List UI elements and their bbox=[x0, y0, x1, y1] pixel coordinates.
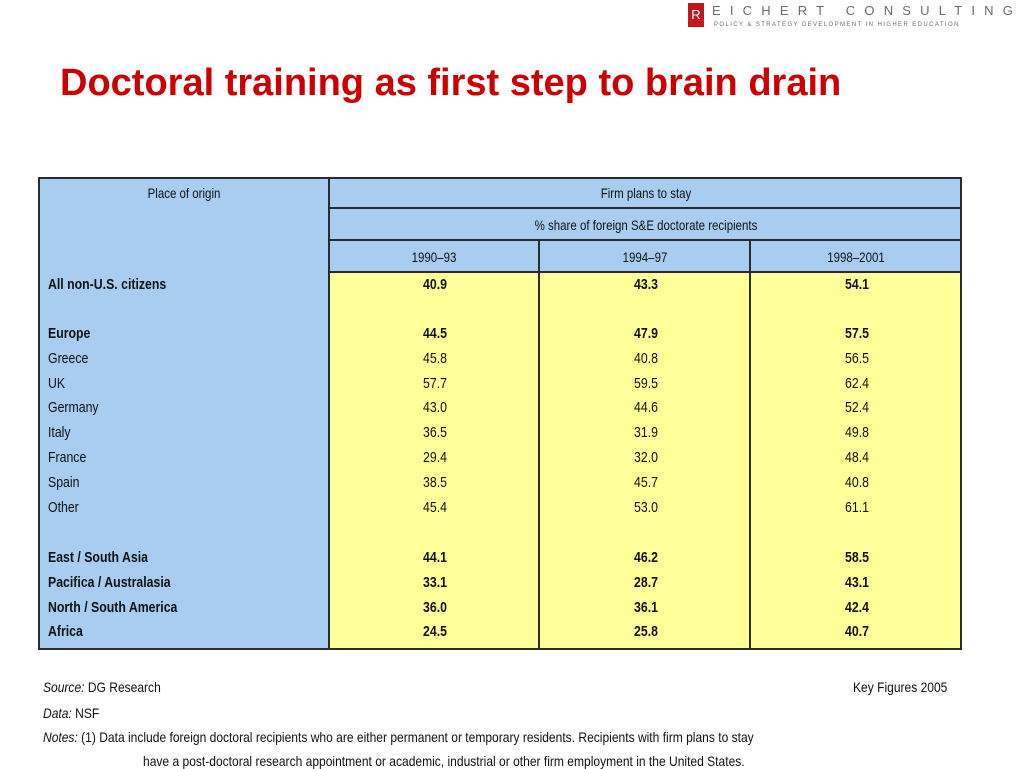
cell-value: 46.2 bbox=[634, 549, 658, 566]
notes-line bbox=[43, 729, 754, 745]
firm-plans-header: Firm plans to stay bbox=[600, 185, 692, 201]
row-label: Africa bbox=[48, 623, 83, 640]
row-label: France bbox=[48, 449, 87, 466]
row-label: Italy bbox=[48, 424, 71, 441]
data-value: NSF bbox=[75, 705, 100, 721]
cell-value: 43.3 bbox=[634, 276, 658, 293]
year-header: 1990–93 bbox=[411, 249, 457, 265]
cell-value: 44.6 bbox=[634, 399, 658, 416]
cell-value: 57.7 bbox=[423, 375, 447, 392]
cell-value: 47.9 bbox=[634, 325, 658, 342]
row-label: All non-U.S. citizens bbox=[48, 276, 167, 293]
cell-value: 42.4 bbox=[845, 599, 869, 616]
cell-value: 36.1 bbox=[634, 599, 658, 616]
cell-value: 33.1 bbox=[423, 574, 447, 591]
row-label: UK bbox=[48, 375, 66, 392]
cell-value: 43.0 bbox=[423, 399, 447, 416]
row-label: Pacifica / Australasia bbox=[48, 574, 171, 591]
brain-drain-table bbox=[38, 177, 964, 650]
cell-value: 62.4 bbox=[845, 375, 869, 392]
cell-value: 53.0 bbox=[634, 499, 658, 516]
cell-value: 40.8 bbox=[845, 474, 869, 491]
year-header: 1998–2001 bbox=[827, 249, 885, 265]
logo-wordmark: EICHERT CONSULTING bbox=[712, 3, 1023, 18]
data-divider bbox=[749, 273, 751, 650]
cell-value: 36.5 bbox=[423, 424, 447, 441]
key-figures: Key Figures 2005 bbox=[853, 679, 948, 695]
row-label: Germany bbox=[48, 399, 99, 416]
cell-value: 38.5 bbox=[423, 474, 447, 491]
source-line bbox=[43, 679, 161, 695]
cell-value: 56.5 bbox=[845, 350, 869, 367]
cell-value: 45.7 bbox=[634, 474, 658, 491]
notes-label: Notes: bbox=[43, 729, 78, 745]
row-label: Greece bbox=[48, 350, 89, 367]
year-divider bbox=[538, 241, 540, 273]
source-label: Source: bbox=[43, 679, 85, 695]
share-header: % share of foreign S&E doctorate recipients bbox=[534, 217, 758, 233]
row-label: East / South Asia bbox=[48, 549, 149, 566]
cell-value: 45.8 bbox=[423, 350, 447, 367]
year-header: 1994–97 bbox=[622, 249, 668, 265]
row-label: North / South America bbox=[48, 599, 178, 616]
cell-value: 29.4 bbox=[423, 449, 447, 466]
reichert-consulting-logo bbox=[688, 3, 1023, 33]
cell-value: 44.5 bbox=[423, 325, 447, 342]
cell-value: 44.1 bbox=[423, 549, 447, 566]
cell-value: 40.9 bbox=[423, 276, 447, 293]
data-divider bbox=[538, 273, 540, 650]
cell-value: 48.4 bbox=[845, 449, 869, 466]
data-label: Data: bbox=[43, 705, 72, 721]
cell-value: 28.7 bbox=[634, 574, 658, 591]
cell-value: 49.8 bbox=[845, 424, 869, 441]
cell-value: 24.5 bbox=[423, 623, 447, 640]
cell-value: 61.1 bbox=[845, 499, 869, 516]
logo-tagline: POLICY & STRATEGY DEVELOPMENT IN HIGHER EDUCATION bbox=[714, 22, 960, 28]
cell-value: 52.4 bbox=[845, 399, 869, 416]
cell-value: 58.5 bbox=[845, 549, 869, 566]
cell-value: 59.5 bbox=[634, 375, 658, 392]
row-label: Europe bbox=[48, 325, 91, 342]
cell-value: 40.8 bbox=[634, 350, 658, 367]
notes-continuation: have a post-doctoral research appointment or academic, industrial or other firm employment in the United States. bbox=[143, 753, 745, 769]
year-divider bbox=[749, 241, 751, 273]
cell-value: 25.8 bbox=[634, 623, 658, 640]
cell-value: 57.5 bbox=[845, 325, 869, 342]
cell-value: 36.0 bbox=[423, 599, 447, 616]
notes-text: (1) Data include foreign doctoral recipients who are either permanent or temporary residents. Recipients with firm plans to stay bbox=[81, 729, 754, 745]
cell-value: 31.9 bbox=[634, 424, 658, 441]
source-value: DG Research bbox=[87, 679, 161, 695]
data-line bbox=[43, 705, 99, 721]
cell-value: 54.1 bbox=[845, 276, 869, 293]
row-label: Other bbox=[48, 499, 79, 516]
slide-title: Doctoral training as first step to brain drain bbox=[60, 62, 842, 104]
origin-header: Place of origin bbox=[147, 185, 221, 201]
logo-mark: R bbox=[688, 3, 704, 27]
cell-value: 43.1 bbox=[845, 574, 869, 591]
row-label: Spain bbox=[48, 474, 80, 491]
cell-value: 45.4 bbox=[423, 499, 447, 516]
cell-value: 40.7 bbox=[845, 623, 869, 640]
cell-value: 32.0 bbox=[634, 449, 658, 466]
